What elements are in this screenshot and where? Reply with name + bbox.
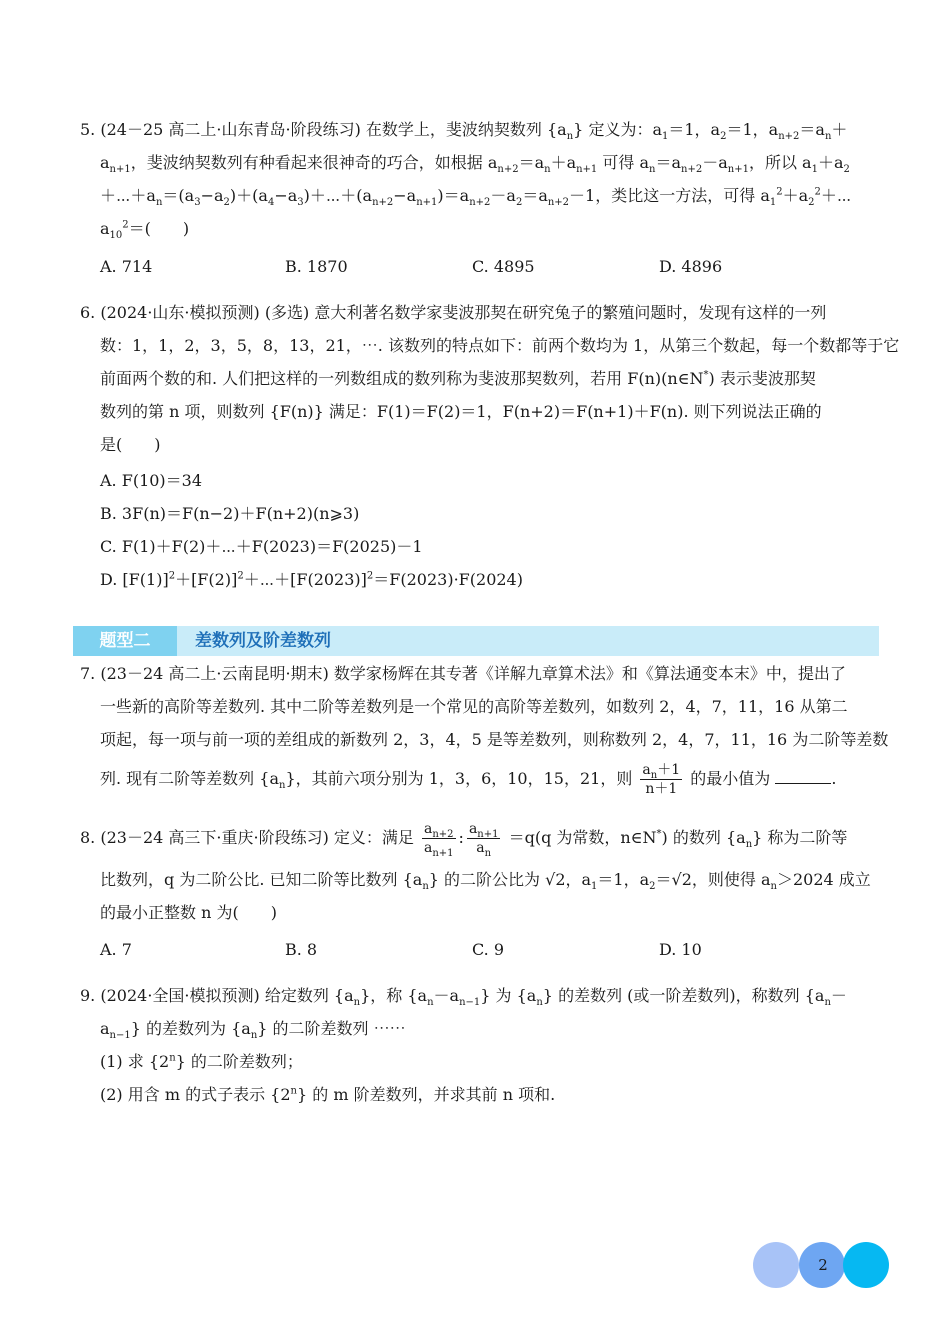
q8-fraction-2 [467,820,501,857]
q5-line-4: $a_{10}^2=$( ) [100,219,190,242]
q7-answer-blank[interactable] [775,767,831,784]
q6-line-2: 数：1，1，2，3，5，8，13，21，⋯. 该数列的特点如下：前两个数均为 1，从第三个数起，每一个数都等于它 [100,336,900,355]
q5-option-d[interactable]: D. 4896 [659,257,723,276]
q5-option-c[interactable]: C. 4895 [472,257,535,276]
q9-part-2: (2) 用含 m 的式子表示 {2$^n$} 的 m 阶差数列，并求其前 n 项和. [100,1085,556,1104]
q8-fraction-2-numerator: $a_{n+1}$ [468,821,499,840]
q5-option-a[interactable]: A. 714 [100,257,153,276]
q7-line-4-tail: 的最小值为 [690,769,771,788]
page-number: 2 [818,1256,828,1274]
q7-line-3: 项起，每一项与前一项的差组成的新数列 2，3，4，5 是等差数列，则称数列 2，4，7，11，16 为二阶等差数 [100,730,889,749]
q8-fraction-1-numerator: $a_{n+2}$ [424,821,454,840]
q9-line-2: $a_{n-1}$} 的差数列为 $\{a_n\}$ 的二阶差数列 ⋯⋯ [100,1019,406,1042]
q7-line-4 [100,757,836,801]
q6-option-a[interactable]: A. F(10)＝34 [100,471,203,490]
q8-option-b[interactable]: B. 8 [285,940,318,959]
section-tag: 题型二 [73,626,177,656]
q6-line-5: 是( ) [100,435,161,454]
q8-fraction-1-denominator: $a_{n+1}$ [424,840,454,859]
q5-line-3: $+\cdots+a_n=(a_3-a_2)+(a_4-a_3)+\cdots+(a_{n+2}-a_{n+1})=a_{n+2}-a_2=a_{n+2}-1$，类比这一方法，可得 $a_1^2+a_2^2+\cdots$ [100,186,852,209]
q7-line-4-text: 列. 现有二阶等差数列 $\{a_n\}$，其前六项分别为 1，3，6，10，15，21，则 [100,769,633,792]
q8-option-c[interactable]: C. 9 [472,940,505,959]
section-header [73,626,879,656]
q7-fraction-numerator: $a_n+1$ [642,762,681,781]
q5-line-1: 5. (24－25 高二上·山东青岛·阶段练习) 在数学上，斐波纳契数列 $\{a_n\}$ 定义为：$a_1=1$，$a_2=1$，$a_{n+2}=a_n+$ [80,120,848,143]
section-title: 差数列及阶差数列 [195,631,331,651]
q7-fraction [640,761,682,798]
q6-option-d[interactable]: D. $[F(1)]^2+[F(2)]^2+\cdots+[F(2023)]^2=F(2023)\cdot F(2024)$ [100,570,523,589]
q5-options [100,256,860,278]
q6-line-4: 数列的第 n 项，则数列 {F(n)} 满足：F(1)＝F(2)＝1，F(n+2)＝F(n+1)＋F(n). 则下列说法正确的 [100,402,822,421]
q8-line-3: 的最小正整数 n 为( ) [100,903,277,922]
q7-line-4-end: . [831,769,837,788]
q8-line-2: 比数列，q 为二阶公比. 已知二阶等比数列 $\{a_n\}$ 的二阶公比为 √2，$a_1=1$，$a_2=√2$，则使得 $a_n>2024$ 成立 [100,870,871,893]
q8-option-d[interactable]: D. 10 [659,940,702,959]
q5-option-b[interactable]: B. 1870 [285,257,348,276]
q8-line-1-tail: ＝q(q 为常数，n∈N*) 的数列 $\{a_n\}$ 称为二阶等 [508,828,848,851]
q7-fraction-denominator: n＋1 [640,779,682,798]
q8-options [100,939,860,961]
q6-option-c[interactable]: C. F(1)＋F(2)＋⋯＋F(2023)＝F(2025)－1 [100,537,423,556]
q8-fraction-1 [422,820,456,857]
q7-line-1: 7. (23－24 高二上·云南昆明·期末) 数学家杨辉在其专著《详解九章算术法》和《算法通变本末》中，提出了 [80,664,846,683]
q9-line-1: 9. (2024·全国·模拟预测) 给定数列 $\{a_n\}$，称 $\{a_n-a_{n-1}\}$ 为 $\{a_n\}$ 的差数列 (或一阶差数列)，称数列 {$a_n-$ [80,986,847,1009]
page-circle-left [753,1242,799,1288]
q6-line-1: 6. (2024·山东·模拟预测) (多选) 意大利著名数学家斐波那契在研究兔子的繁殖问题时，发现有这样的一列 [80,303,827,322]
page-circle-right [843,1242,889,1288]
q6-option-b[interactable]: B. 3F(n)＝F(n−2)＋F(n+2)(n⩾3) [100,504,360,523]
q8-option-a[interactable]: A. 7 [100,940,132,959]
q8-line-1-text: 8. (23－24 高三下·重庆·阶段练习) 定义：满足 [80,828,414,847]
q5-line-2: $a_{n+1}$，斐波纳契数列有种看起来很神奇的巧合，如根据 $a_{n+2}=a_n+a_{n+1}$ 可得 $a_n=a_{n+2}-a_{n+1}$，所以 $a_1+a_2$ [100,153,850,176]
q8-fraction-2-denominator: $a_n$ [467,838,501,857]
q8-line-1: 8. (23－24 高三下·重庆·阶段练习) 定义：满足 $\frac{a_{n+2}}{a_{n+1}}$ : $\frac{a_{n+1}}{a_n}$ ＝q(q 为常数，n∈N*) 的数列 $\{a_n\}$ 称为二阶等 [80,821,848,859]
q7-line-2: 一些新的高阶等差数列. 其中二阶等差数列是一个常见的高阶等差数列，如数列 2，4，7，11，16 从第二 [100,697,848,716]
q9-part-1: (1) 求 {2$^n$} 的二阶差数列； [100,1052,303,1071]
q6-line-3: 前面两个数的和. 人们把这样的一列数组成的数列称为斐波那契数列，若用 F(n)(n∈N*) 表示斐波那契 [100,369,816,388]
